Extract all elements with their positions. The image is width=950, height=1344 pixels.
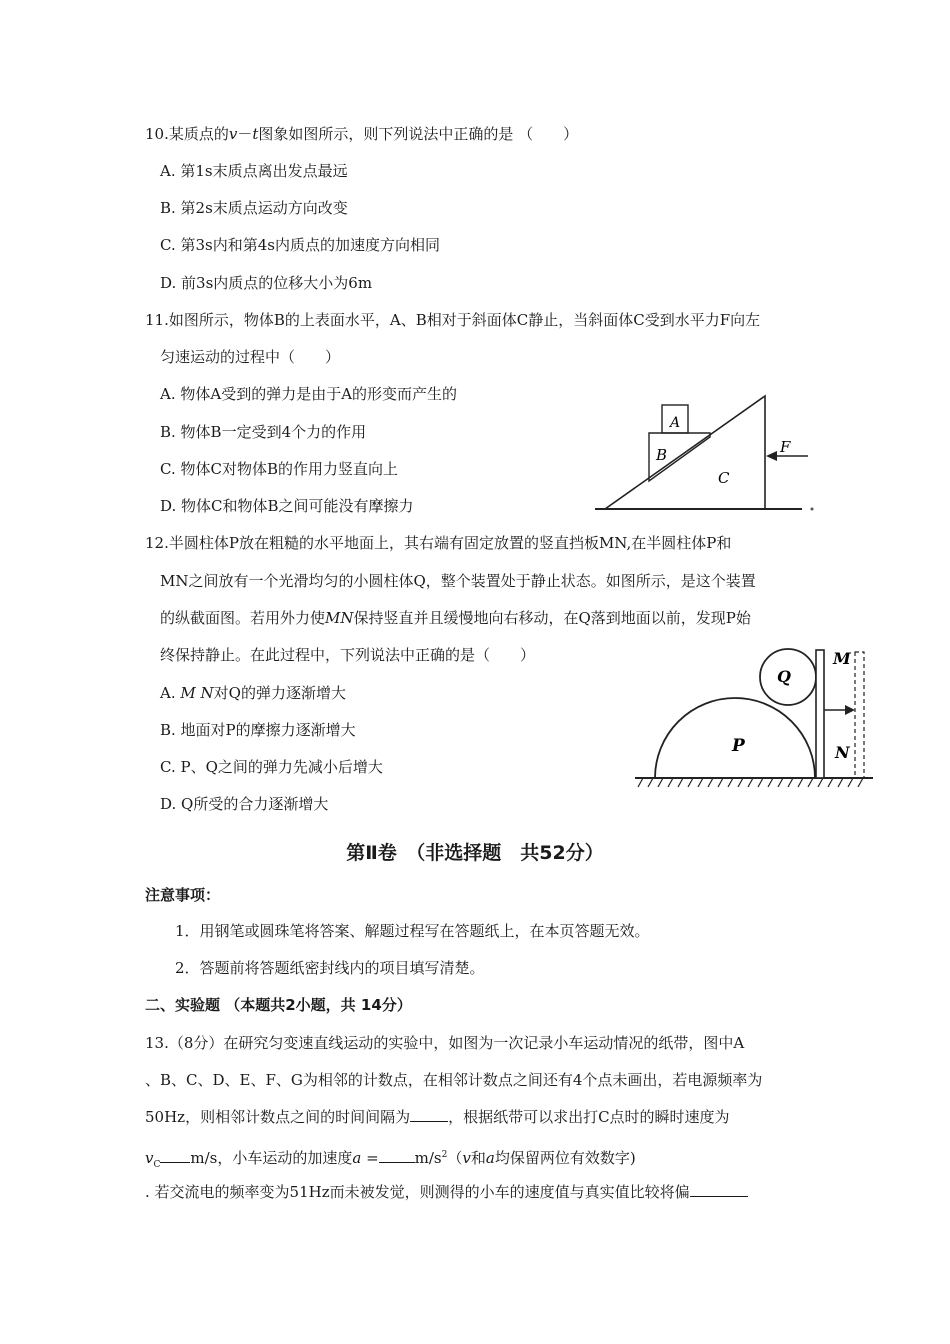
answer-blank-bias[interactable] <box>690 1182 748 1197</box>
label-q: Q <box>777 667 791 686</box>
notice-item-1: 1．用钢笔或圆珠笔将答案、解题过程写在答题纸上，在本页答题无效。 <box>175 922 650 940</box>
q13-line1: 13.（8分）在研究匀变速直线运动的实验中，如图为一次记录小车运动情况的纸带，图中A <box>145 1034 745 1052</box>
part2-heading: 二、实验题 （本题共2小题，共 14分） <box>145 996 412 1014</box>
label-b: B <box>656 446 668 464</box>
q11-stem-line1: 11.如图所示，物体B的上表面水平，A、B相对于斜面体C静止，当斜面体C受到水平力F向左 <box>145 311 761 329</box>
q12-stem-line1: 12.半圆柱体P放在粗糙的水平地面上，其右端有固定放置的竖直挡板MN,在半圆柱体P和 <box>145 534 732 552</box>
answer-blank-vc[interactable] <box>160 1148 190 1163</box>
label-p: P <box>732 736 745 756</box>
label-f: F <box>780 438 791 456</box>
q12-option-d: D. Q所受的合力逐渐增大 <box>160 795 329 813</box>
answer-blank-a[interactable] <box>379 1148 415 1163</box>
q13-line4: $v_C$ m/s，小车运动的加速度$a = m/s^2(v$和a均保留两位有效数字) <box>145 1149 636 1170</box>
q12-cylinder-figure <box>635 640 885 795</box>
q10-stem: 10.某质点的v－t图象如图所示，则下列说法中正确的是 （ ） <box>145 125 579 143</box>
wall-mn <box>816 650 824 778</box>
q11-incline-figure <box>590 390 820 520</box>
small-dot <box>811 508 814 511</box>
q12-stem-line2: MN之间放有一个光滑均匀的小圆柱体Q，整个装置处于静止状态。如图所示，是这个装置 <box>160 572 756 590</box>
q11-stem-line2: 匀速运动的过程中（ ） <box>160 348 341 366</box>
q10-option-d: D. 前3s内质点的位移大小为6m <box>160 274 373 292</box>
q11-option-c: C. 物体C对物体B的作用力竖直向上 <box>160 460 398 478</box>
q10-option-b: B. 第2s末质点运动方向改变 <box>160 199 348 217</box>
q12-option-a: A. M N对Q的弹力逐渐增大 <box>160 684 346 702</box>
answer-blank-interval[interactable] <box>410 1107 448 1122</box>
notice-item-2: 2．答题前将答题纸密封线内的项目填写清楚。 <box>175 959 485 977</box>
label-a: A <box>670 415 681 431</box>
q10-option-a: A. 第1s末质点离出发点最远 <box>160 162 348 180</box>
q11-option-d: D. 物体C和物体B之间可能没有摩擦力 <box>160 497 414 515</box>
wall-mn-moved <box>855 652 864 778</box>
label-m: M <box>833 649 851 668</box>
move-arrowhead <box>845 705 855 715</box>
q13-line3: 50Hz，则相邻计数点之间的时间间隔为 ，根据纸带可以求出打C点时的瞬时速度为 <box>145 1108 730 1126</box>
section2-title: 第Ⅱ卷 （非选择题 共52分） <box>346 842 604 864</box>
notice-heading: 注意事项： <box>145 886 221 904</box>
q10-option-c: C. 第3s内和第4s内质点的加速度方向相同 <box>160 236 440 254</box>
q12-option-c: C. P、Q之间的弹力先减小后增大 <box>160 758 383 776</box>
force-f-arrowhead <box>766 451 777 461</box>
q12-stem-line3: 的纵截面图。若用外力使MN保持竖直并且缓慢地向右移动，在Q落到地面以前，发现P始 <box>160 609 751 627</box>
label-c: C <box>718 469 730 487</box>
q13-line2: 、B、C、D、E、F、G为相邻的计数点，在相邻计数点之间还有4个点未画出，若电源频率为 <box>145 1071 763 1089</box>
incline-c <box>605 396 765 509</box>
q13-line5: . 若交流电的频率变为51Hz而未被发觉，则测得的小车的速度值与真实值比较将偏 <box>145 1182 748 1202</box>
q11-option-a: A. 物体A受到的弹力是由于A的形变而产生的 <box>160 385 458 403</box>
q12-option-b: B. 地面对P的摩擦力逐渐增大 <box>160 721 356 739</box>
ground-hatching <box>638 778 863 787</box>
label-n: N <box>835 743 850 762</box>
q11-option-b: B. 物体B一定受到4个力的作用 <box>160 423 367 441</box>
q12-stem-line4: 终保持静止。在此过程中，下列说法中正确的是（ ） <box>160 646 536 664</box>
